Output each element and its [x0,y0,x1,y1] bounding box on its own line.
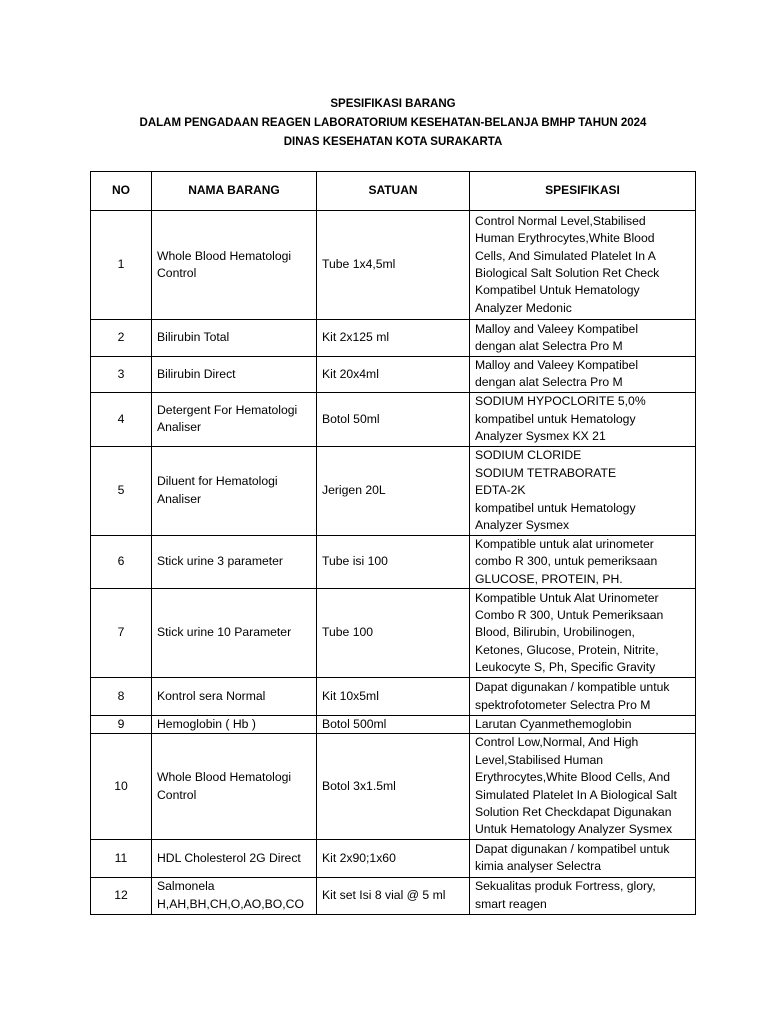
specification-line: Sekualitas produk Fortress, glory, [475,879,656,894]
table-row [91,678,696,716]
row-number: 11 [91,839,152,877]
item-unit: Botol 50ml [317,392,470,446]
item-name [152,320,317,357]
row-number: 9 [91,716,152,734]
item-name-line: Diluent for Hematologi [157,474,278,489]
item-unit: Tube 1x4,5ml [317,211,470,320]
item-name-line: Bilirubin Direct [157,366,236,381]
table-header-row [91,172,696,211]
table-row [91,535,696,588]
specification-line: Biological Salt Solution Ret Check [475,266,660,280]
row-number: 6 [91,535,152,588]
specification-table [90,171,696,915]
item-specification [470,357,696,393]
row-number: 10 [91,734,152,839]
column-header-spesifikasi: SPESIFIKASI [470,172,696,211]
item-unit: Kit 2x90;1x60 [317,839,470,877]
table-row [91,392,696,446]
specification-line: dengan alat Selectra Pro M [475,339,623,353]
item-unit: Kit 2x125 ml [317,320,470,357]
specification-line: Dapat digunakan / kompatibel untuk [475,841,670,856]
specification-line: dengan alat Selectra Pro M [475,375,623,390]
item-specification [470,392,696,446]
table-row [91,357,696,393]
item-name [152,357,317,393]
specification-line: Untuk Hematology Analyzer Sysmex [475,822,673,837]
specification-line: smart reagen [475,896,547,911]
item-specification [470,320,696,357]
item-unit: Botol 3x1.5ml [317,734,470,839]
specification-line: Combo R 300, Untuk Pemeriksaan [475,607,664,622]
column-header-no: NO [91,172,152,211]
item-unit: Jerigen 20L [317,446,470,535]
item-unit: Kit 10x5ml [317,678,470,716]
item-name [152,392,317,446]
specification-line: Kompatible Untuk Alat Urinometer [475,590,659,605]
table-row [91,446,696,535]
table-row [91,734,696,839]
item-name [152,535,317,588]
specification-line: Analyzer Medonic [475,300,572,315]
item-name [152,716,317,734]
specification-line: Analyzer Sysmex [475,517,570,532]
specification-line: Cells, And Simulated Platelet In A [475,248,656,263]
column-header-nama-barang: NAMA BARANG [152,172,317,211]
specification-line: Analyzer Sysmex KX 21 [475,429,606,444]
table-row [91,211,696,320]
item-unit: Kit 20x4ml [317,357,470,393]
specification-line: combo R 300, untuk pemeriksaan [475,554,658,569]
specification-line: Ketones, Glucose, Protein, Nitrite, [475,642,659,657]
item-specification [470,877,696,914]
specification-line: SODIUM HYPOCLORITE 5,0% [475,394,646,409]
item-name [152,589,317,678]
item-specification [470,839,696,877]
specification-line: Kompatibel Untuk Hematology [475,283,640,298]
specification-line: Larutan Cyanmethemoglobin [475,717,632,732]
table-row [91,589,696,678]
row-number: 2 [91,320,152,357]
specification-line: Level,Stabilised Human [475,752,604,767]
specification-line: kompatibel untuk Hematology [475,500,636,515]
item-name-line: Control [157,787,197,802]
item-specification [470,678,696,716]
item-specification [470,211,696,320]
specification-line: EDTA-2K [475,483,526,498]
item-name-line: H,AH,BH,CH,O,AO,BO,CO [157,896,304,911]
item-name [152,446,317,535]
specification-line: Blood, Bilirubin, Urobilinogen, [475,625,635,640]
item-specification [470,734,696,839]
row-number: 3 [91,357,152,393]
item-name-line: Detergent For Hematologi [157,402,298,417]
item-name-line: Kontrol sera Normal [157,688,266,703]
row-number: 5 [91,446,152,535]
item-name-line: Whole Blood Hematologi [157,770,292,785]
item-name-line: Bilirubin Total [157,330,230,345]
specification-line: SODIUM TETRABORATE [475,465,617,480]
item-name [152,211,317,320]
table-row [91,877,696,914]
item-name-line: Stick urine 3 parameter [157,554,283,569]
item-name [152,734,317,839]
item-unit: Botol 500ml [317,716,470,734]
item-name [152,839,317,877]
row-number: 12 [91,877,152,914]
item-specification [470,446,696,535]
item-name [152,678,317,716]
specification-line: Control Low,Normal, And High [475,735,639,750]
document-title [0,95,768,152]
table-row [91,716,696,734]
specification-line: Simulated Platelet In A Biological Salt [475,787,677,802]
specification-line: SODIUM CLORIDE [475,448,582,463]
item-name-line: Analiser [157,420,202,435]
item-name-line: Analiser [157,491,202,506]
item-name-line: Whole Blood Hematologi [157,248,292,263]
specification-line: Control Normal Level,Stabilised [475,213,646,228]
specification-line: Dapat digunakan / kompatible untuk [475,680,670,695]
table-row [91,320,696,357]
item-unit: Tube 100 [317,589,470,678]
item-name [152,877,317,914]
item-name-line: Stick urine 10 Parameter [157,625,292,640]
specification-line: GLUCOSE, PROTEIN, PH. [475,571,623,586]
title-line-3: DINAS KESEHATAN KOTA SURAKARTA [283,136,503,148]
table-body [91,211,696,915]
row-number: 8 [91,678,152,716]
specification-line: Kompatible untuk alat urinometer [475,536,654,551]
title-line-1: SPESIFIKASI BARANG [330,98,456,110]
item-name-line: HDL Cholesterol 2G Direct [157,850,301,865]
specification-line: Human Erythrocytes,White Blood [475,231,655,246]
title-line-2: DALAM PENGADAAN REAGEN LABORATORIUM KESEHATAN-BELANJA BMHP TAHUN 2024 [139,117,647,129]
row-number: 1 [91,211,152,320]
item-unit: Kit set Isi 8 vial @ 5 ml [317,877,470,914]
item-name-line: Salmonela [157,879,215,894]
specification-line: Leukocyte S, Ph, Specific Gravity [475,660,656,675]
specification-line: kimia analyser Selectra [475,859,601,874]
specification-line: Solution Ret Checkdapat Digunakan [475,805,672,820]
item-name-line: Control [157,266,197,280]
specification-line: Erythrocytes,White Blood Cells, And [475,770,671,785]
item-unit: Tube isi 100 [317,535,470,588]
item-specification [470,589,696,678]
item-name-line: Hemoglobin ( Hb ) [157,717,256,732]
item-specification [470,535,696,588]
item-specification [470,716,696,734]
row-number: 4 [91,392,152,446]
specification-line: kompatibel untuk Hematology [475,411,636,426]
table-row [91,839,696,877]
specification-line: Malloy and Valeey Kompatibel [475,358,639,372]
column-header-satuan: SATUAN [317,172,470,211]
specification-line: spektrofotometer Selectra Pro M [475,697,651,712]
row-number: 7 [91,589,152,678]
specification-line: Malloy and Valeey Kompatibel [475,321,639,336]
